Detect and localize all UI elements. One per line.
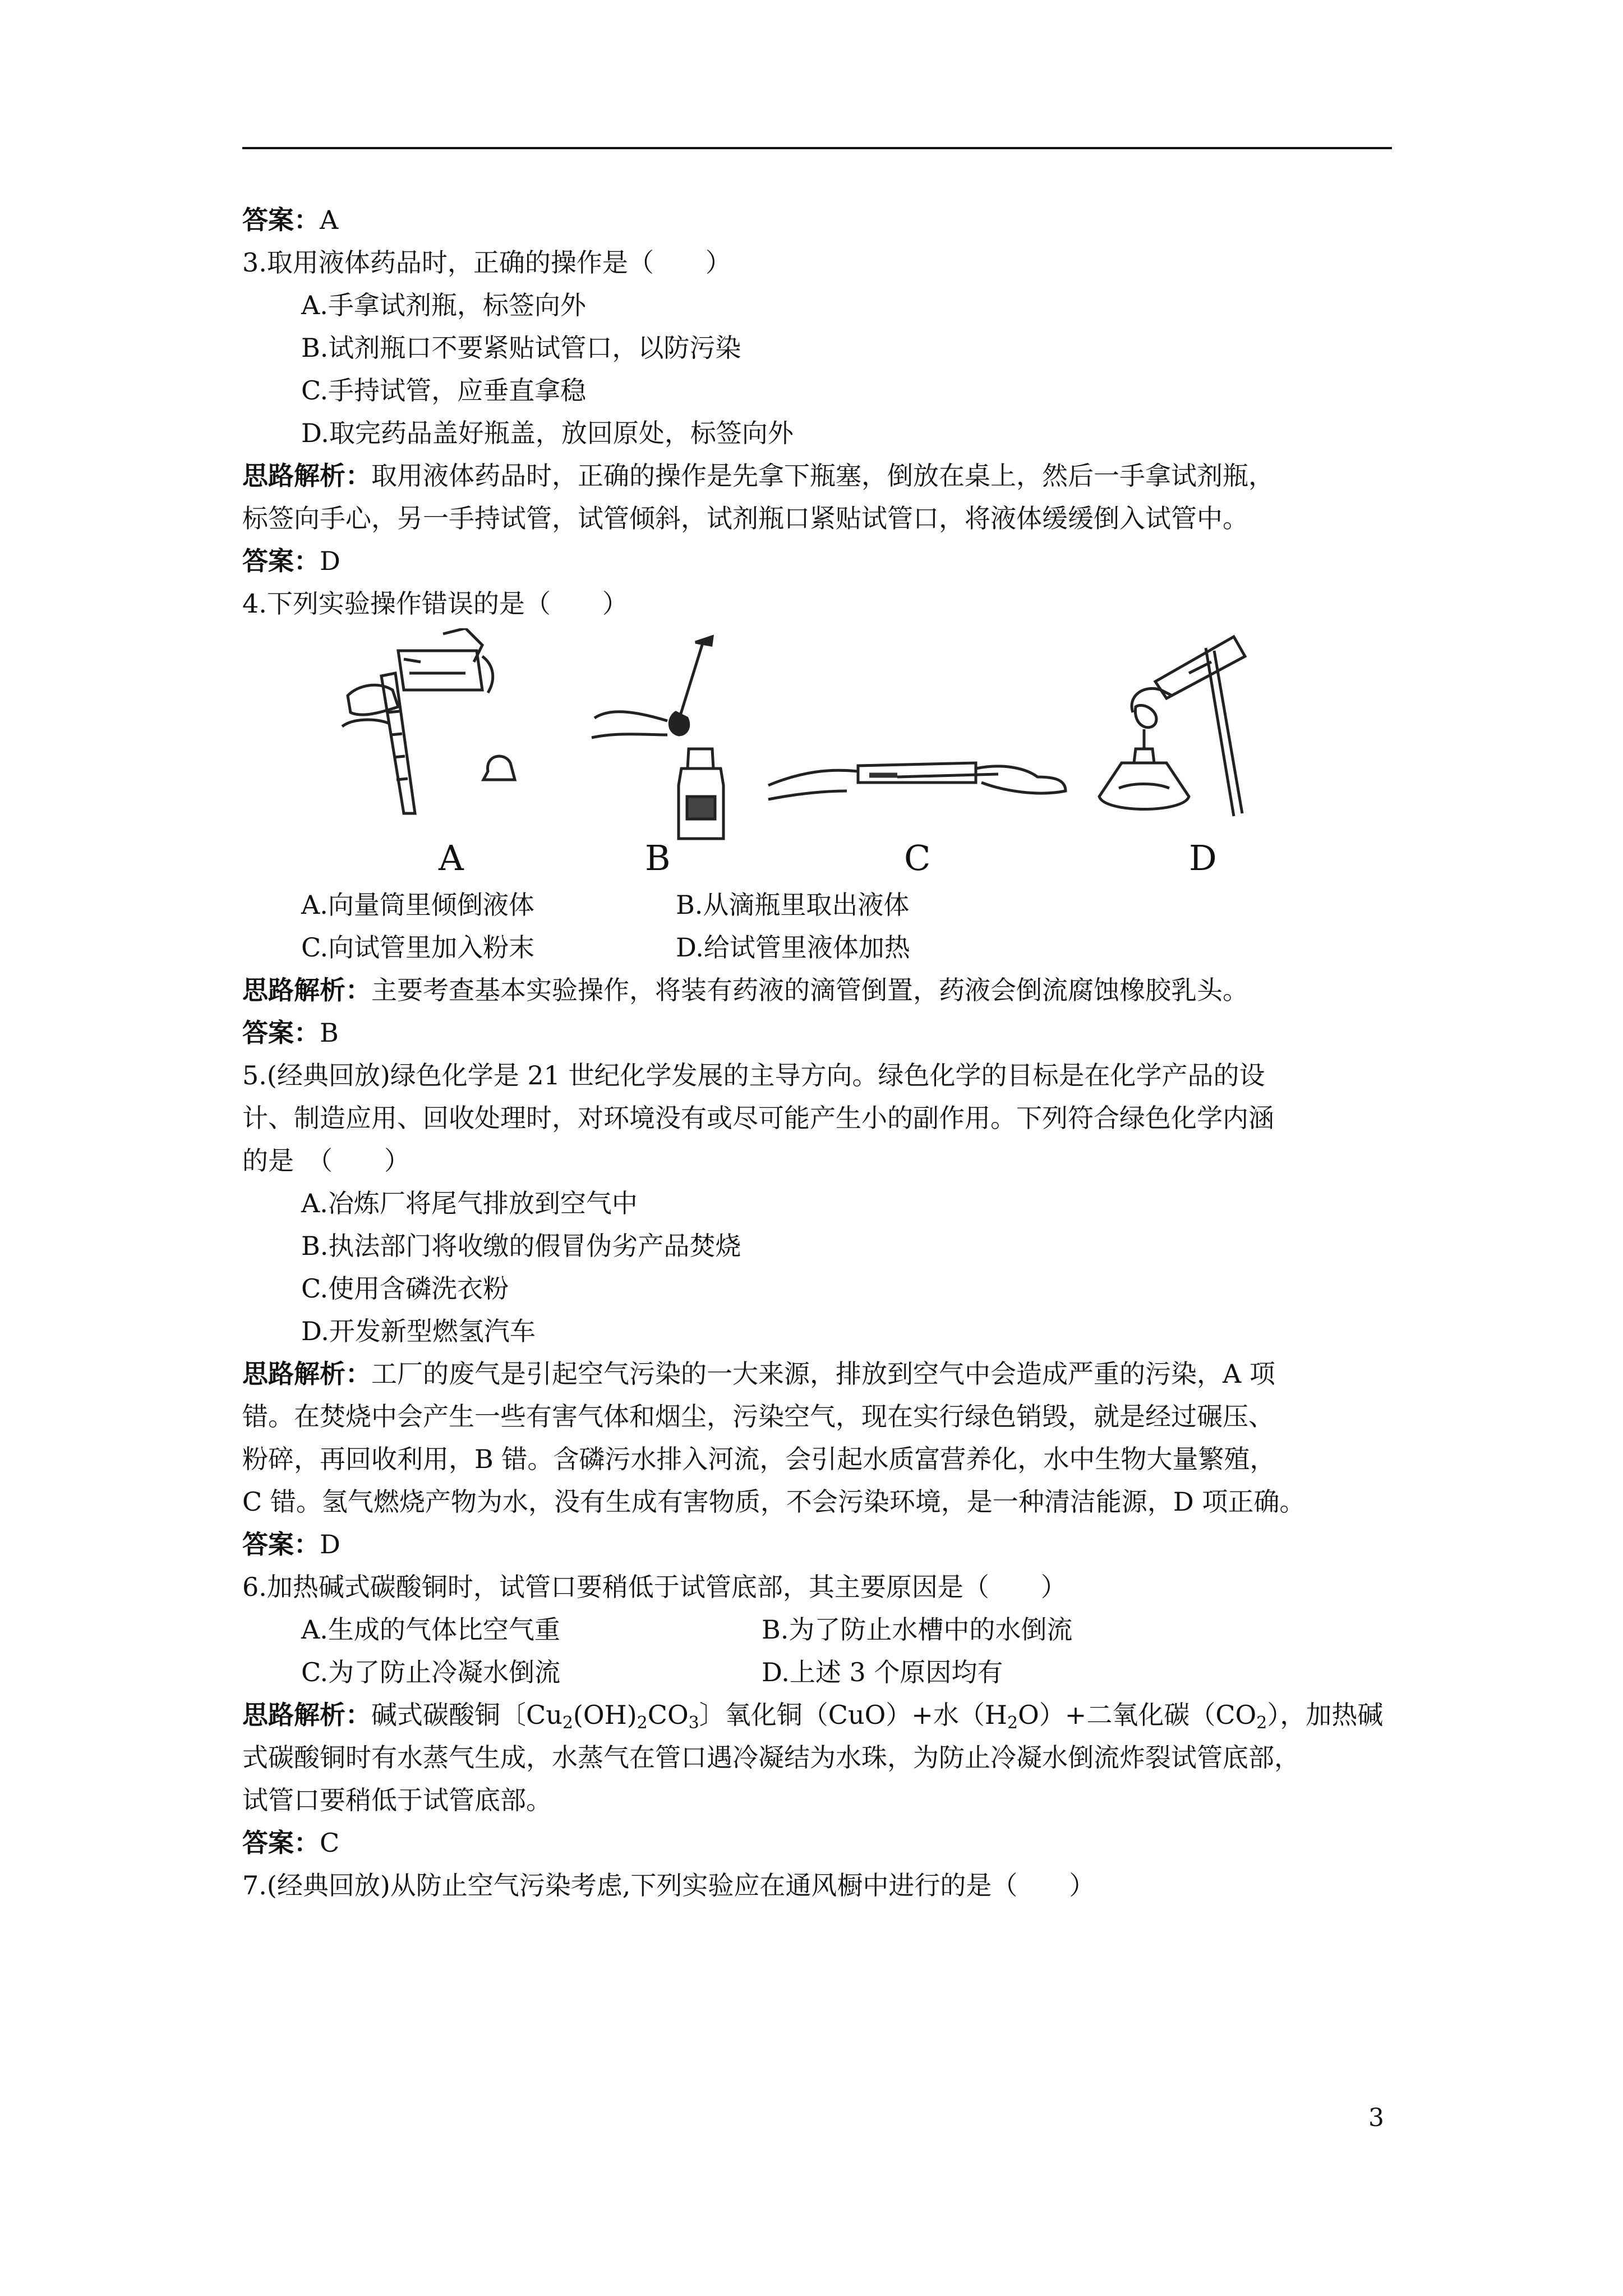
subscript: 2 (1007, 1713, 1018, 1733)
answer-value: C (320, 1828, 340, 1858)
figure-label-d: D (1189, 838, 1217, 878)
analysis-label: 思路解析： (242, 1700, 371, 1730)
figure-label-a: A (439, 838, 464, 878)
q6-option-d: D.上述 3 个原因均有 (762, 1657, 1003, 1687)
q6-analysis-line3: 试管口要稍低于试管底部。 (242, 1785, 552, 1815)
q3-answer (242, 544, 340, 578)
q5-stem: 5.(经典回放)绿色化学是 21 世纪化学发展的主导方向。绿色化学的目标是在化学产品的设 (242, 1060, 1265, 1091)
q7-stem: 7.(经典回放)从防止空气污染考虑,下列实验应在通风橱中进行的是（ ） (242, 1870, 1095, 1901)
answer-label: 答案： (242, 205, 320, 235)
formula-part: 〕氧化铜（CuO）+水（H (699, 1700, 1007, 1730)
figure-b-dropper-bottle (592, 637, 723, 839)
q5-analysis-line4: C 错。氢气燃烧产物为水，没有生成有害物质，不会污染环境，是一种清洁能源，D 项正确。 (242, 1487, 1306, 1517)
answer-value: D (320, 1529, 340, 1559)
subscript: 2 (562, 1713, 573, 1733)
q6-analysis (242, 1698, 1383, 1740)
formula-part: 碱式碳酸铜〔Cu (371, 1700, 562, 1730)
formula-part: (OH) (573, 1700, 637, 1730)
q6-option-a: A.生成的气体比空气重 (301, 1614, 560, 1645)
q5-option-d: D.开发新型燃氢汽车 (301, 1316, 536, 1346)
q2-answer (242, 203, 338, 237)
formula-part: ），加热碱 (1267, 1700, 1384, 1730)
analysis-text: 主要考查基本实验操作，将装有药液的滴管倒置，药液会倒流腐蚀橡胶乳头。 (371, 975, 1248, 1005)
q6-stem: 6.加热碱式碳酸铜时，试管口要稍低于试管底部，其主要原因是（ ） (242, 1572, 1067, 1602)
formula-part: CO (647, 1700, 689, 1730)
q3-option-a: A.手拿试剂瓶，标签向外 (301, 290, 586, 320)
q3-stem: 3.取用液体药品时，正确的操作是（ ） (242, 247, 731, 278)
figure-a-pouring-cylinder (342, 628, 515, 813)
q6-option-c: C.为了防止冷凝水倒流 (301, 1657, 561, 1687)
formula-part: O）+二氧化碳（CO (1018, 1700, 1257, 1730)
figure-c-powder-in-tube (768, 763, 1066, 799)
q4-option-a: A.向量筒里倾倒液体 (301, 890, 534, 920)
page-number: 3 (1368, 2104, 1384, 2132)
answer-value: B (320, 1018, 339, 1048)
q4-analysis (242, 973, 1248, 1007)
q5-answer (242, 1527, 340, 1561)
q6-analysis-line2: 式碳酸铜时有水蒸气生成，水蒸气在管口遇冷凝结为水珠，为防止冷凝水倒流炸裂试管底部， (242, 1742, 1300, 1773)
subscript: 3 (688, 1713, 699, 1733)
answer-label: 答案： (242, 546, 320, 576)
q5-analysis (242, 1357, 1275, 1391)
analysis-label: 思路解析： (242, 1359, 371, 1389)
analysis-text: 工厂的废气是引起空气污染的一大来源，排放到空气中会造成严重的污染，A 项 (371, 1359, 1275, 1389)
q5-option-c: C.使用含磷洗衣粉 (301, 1273, 509, 1304)
answer-label: 答案： (242, 1018, 320, 1048)
answer-value: A (320, 205, 339, 235)
q3-option-b: B.试剂瓶口不要紧贴试管口，以防污染 (301, 333, 741, 363)
q4-option-d: D.给试管里液体加热 (676, 932, 910, 963)
q3-option-d: D.取完药品盖好瓶盖，放回原处，标签向外 (301, 418, 794, 448)
answer-label: 答案： (242, 1828, 320, 1858)
q4-answer (242, 1016, 339, 1050)
q5-option-a: A.冶炼厂将尾气排放到空气中 (301, 1188, 638, 1218)
q3-analysis (242, 459, 1274, 493)
header-rule (242, 147, 1392, 149)
answer-label: 答案： (242, 1529, 320, 1559)
analysis-label: 思路解析： (242, 461, 371, 491)
q3-option-c: C.手持试管，应垂直拿稳 (301, 375, 587, 406)
q4-option-b: B.从滴瓶里取出液体 (676, 890, 910, 920)
q4-option-c: C.向试管里加入粉末 (301, 932, 535, 963)
q4-stem: 4.下列实验操作错误的是（ ） (242, 588, 628, 619)
q6-answer (242, 1826, 339, 1860)
q5-analysis-line2: 错。在焚烧中会产生一些有害气体和烟尘，污染空气，现在实行绿色销毁，就是经过碾压、 (242, 1401, 1274, 1432)
analysis-text: 取用液体药品时，正确的操作是先拿下瓶塞，倒放在桌上，然后一手拿试剂瓶， (371, 461, 1274, 491)
figure-label-c: C (904, 838, 931, 878)
figure-label-b: B (645, 838, 671, 878)
q5-option-b: B.执法部门将收缴的假冒伪劣产品焚烧 (301, 1231, 741, 1261)
subscript: 2 (637, 1713, 648, 1733)
q5-analysis-line3: 粉碎，再回收利用，B 错。含磷污水排入河流，会引起水质富营养化，水中生物大量繁殖， (242, 1444, 1276, 1474)
lab-operations-figure (336, 628, 1262, 847)
q5-stem-line3: 的是 （ ） (242, 1145, 410, 1176)
q3-analysis-line2: 标签向手心，另一手持试管，试管倾斜，试剂瓶口紧贴试管口，将液体缓缓倒入试管中。 (242, 503, 1248, 533)
answer-value: D (320, 546, 340, 576)
subscript: 2 (1256, 1713, 1267, 1733)
q6-option-b: B.为了防止水槽中的水倒流 (762, 1614, 1073, 1645)
analysis-label: 思路解析： (242, 975, 371, 1005)
figure-d-heating-tube (1099, 637, 1245, 816)
q5-stem-line2: 计、制造应用、回收处理时，对环境没有或尽可能产生小的副作用。下列符合绿色化学内涵 (242, 1103, 1274, 1133)
